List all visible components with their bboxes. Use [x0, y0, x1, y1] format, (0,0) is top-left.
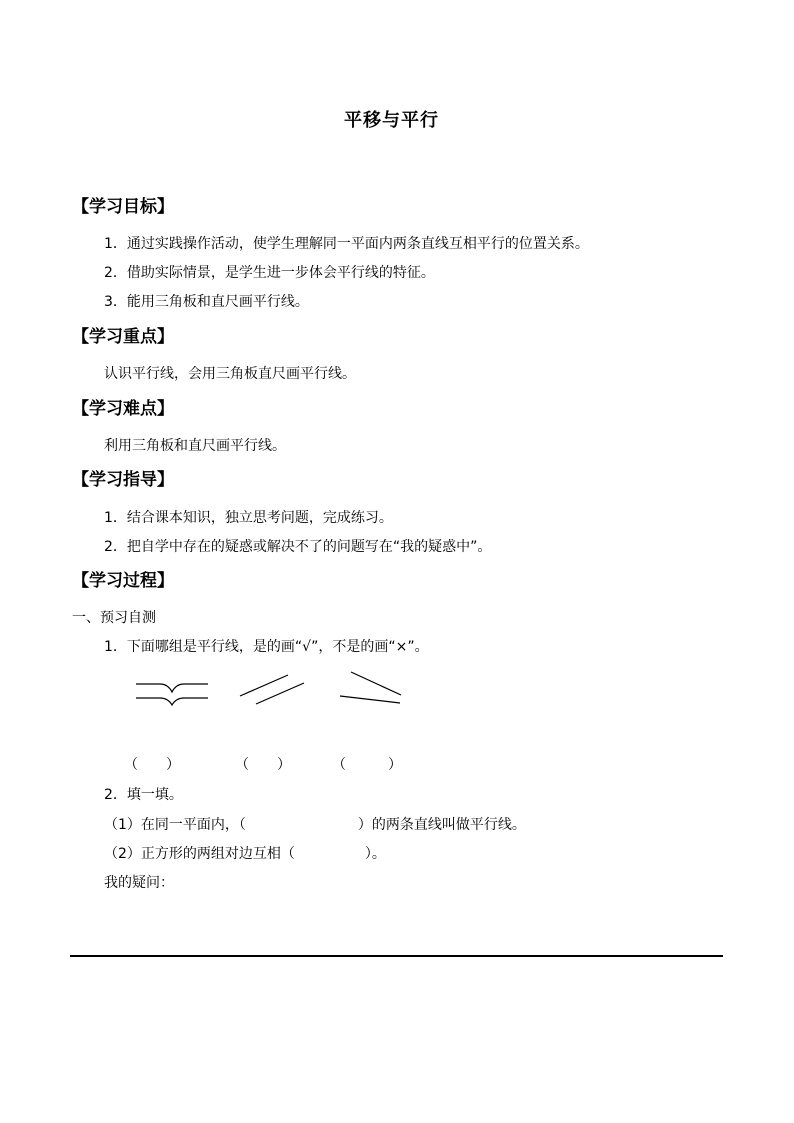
line-pair-a: [136, 684, 208, 705]
question-2: 2．填一填。: [104, 787, 183, 803]
key-points-heading: 【学习重点】: [72, 327, 174, 347]
difficulties-heading: 【学习难点】: [72, 399, 174, 419]
answer-blank-2[interactable]: （ ）: [235, 757, 291, 773]
guidance-item-1: 1．结合课本知识，独立思考问题，完成练习。: [104, 510, 393, 526]
part1-label: 一、预习自测: [72, 610, 156, 626]
goal-item-2: 2．借助实际情景，是学生进一步体会平行线的特征。: [104, 265, 435, 281]
guidance-item-2: 2．把自学中存在的疑惑或解决不了的问题写在“我的疑惑中”。: [104, 539, 492, 555]
divider-line: [70, 955, 723, 957]
question-2-1: （1）在同一平面内，（ ）的两条直线叫做平行线。: [104, 817, 526, 833]
question-2-2: （2）正方形的两组对边互相（ ）。: [104, 846, 386, 862]
line-pairs-figure: [0, 660, 794, 720]
line-pair-b: [240, 675, 304, 704]
difficulties-text: 利用三角板和直尺画平行线。: [104, 438, 286, 454]
goals-heading: 【学习目标】: [72, 197, 174, 217]
key-points-text: 认识平行线，会用三角板直尺画平行线。: [104, 366, 356, 382]
answer-blank-3[interactable]: （ ）: [332, 757, 402, 773]
question-1: 1．下面哪组是平行线，是的画“√”，不是的画“×”。: [104, 639, 429, 655]
answer-blank-1[interactable]: （ ）: [124, 757, 180, 773]
line-pair-c: [340, 672, 401, 703]
process-heading: 【学习过程】: [72, 571, 174, 591]
page-title: 平移与平行: [344, 110, 439, 131]
goal-item-1: 1．通过实践操作活动，使学生理解同一平面内两条直线互相平行的位置关系。: [104, 236, 589, 252]
guidance-heading: 【学习指导】: [72, 470, 174, 490]
goal-item-3: 3．能用三角板和直尺画平行线。: [104, 294, 309, 310]
doubts-label: 我的疑问：: [104, 875, 174, 891]
